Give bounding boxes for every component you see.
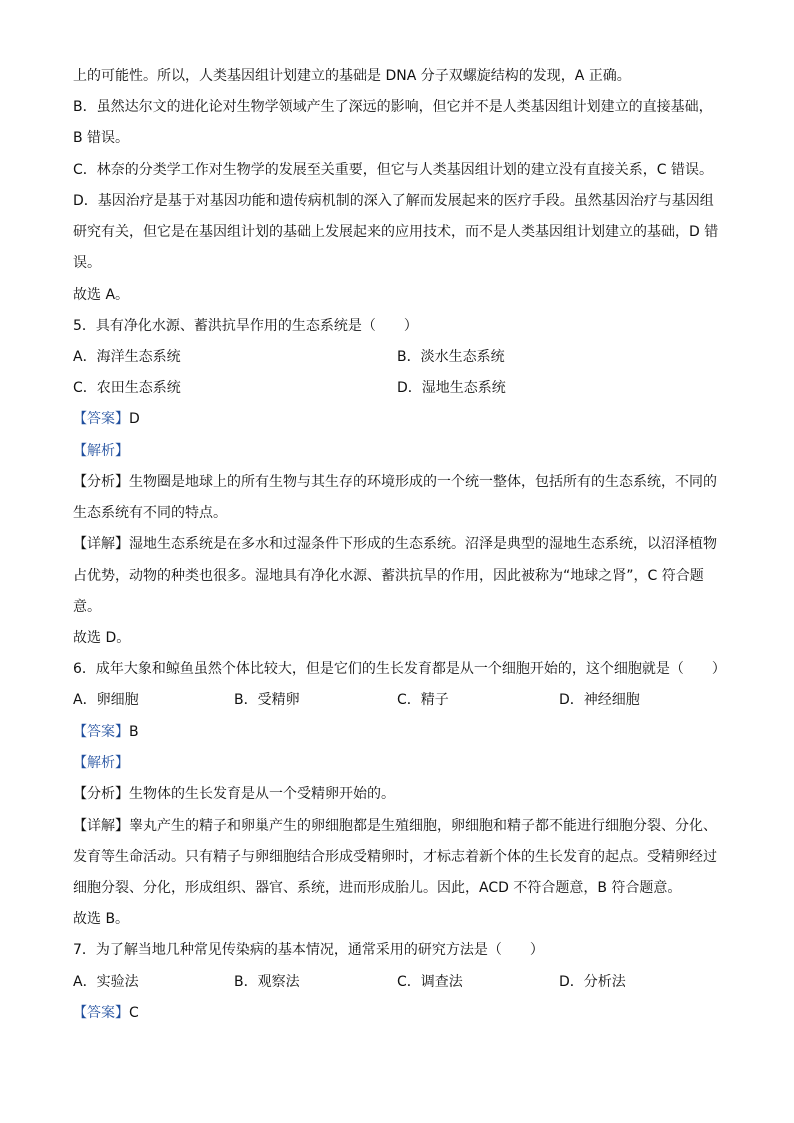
question-6-stem: 6．成年大象和鲸鱼虽然个体比较大，但是它们的生长发育都是从一个细胞开始的，这个细胞就是（ ） <box>73 661 726 677</box>
q5-jiexi-tag: 【解析】 <box>73 443 129 459</box>
q6-option-a: A．卵细胞 <box>73 692 139 708</box>
q7-option-d: D．分析法 <box>559 974 626 990</box>
text-line: B．虽然达尔文的进化论对生物学领域产生了深远的影响，但它并不是人类基因组计划建立的直接基础， <box>73 99 713 115</box>
text-line: D．基因治疗是基于对基因功能和遗传病机制的深入了解而发展起来的医疗手段。虽然基因治疗与基因组 <box>73 193 714 209</box>
q6-jiexi-tag: 【解析】 <box>73 755 129 771</box>
answer-tag: 【答案】 <box>73 411 129 427</box>
text-line: C．林奈的分类学工作对生物学的发展至关重要，但它与人类基因组计划的建立没有直接关系，C 错误。 <box>73 162 713 178</box>
answer-value: D <box>129 411 140 427</box>
q6-detail: 【详解】睾丸产生的精子和卵巢产生的卵细胞都是生殖细胞，卵细胞和精子都不能进行细胞分裂、分化、 <box>73 818 717 834</box>
q7-option-a: A．实验法 <box>73 974 139 990</box>
text-line: B 错误。 <box>73 130 130 146</box>
answer-tag: 【答案】 <box>73 724 129 740</box>
q5-analysis: 生态系统有不同的特点。 <box>73 505 227 521</box>
q5-option-b: B．淡水生态系统 <box>397 349 505 365</box>
q6-conclusion: 故选 B。 <box>73 911 130 927</box>
q5-detail: 意。 <box>73 599 101 615</box>
answer-value: C <box>129 1005 139 1021</box>
answer-tag: 【答案】 <box>73 1005 129 1021</box>
q6-analysis: 【分析】生物体的生长发育是从一个受精卵开始的。 <box>73 786 395 802</box>
question-7-stem: 7．为了解当地几种常见传染病的基本情况，通常采用的研究方法是（ ） <box>73 942 544 958</box>
q5-analysis: 【分析】生物圈是地球上的所有生物与其生存的环境形成的一个统一整体，包括所有的生态系统，不同的 <box>73 474 717 490</box>
q6-option-d: D．神经细胞 <box>559 692 640 708</box>
text-line: 研究有关，但它是在基因组计划的基础上发展起来的应用技术，而不是人类基因组计划建立的基础，D 错 <box>73 224 719 240</box>
q6-detail: 发育等生命活动。只有精子与卵细胞结合形成受精卵时，才标志着新个体的生长发育的起点。受精卵经过 <box>73 849 717 865</box>
q6-option-b: B．受精卵 <box>234 692 300 708</box>
q5-detail: 【详解】湿地生态系统是在多水和过湿条件下形成的生态系统。沼泽是典型的湿地生态系统，以沼泽植物 <box>73 536 717 552</box>
q7-option-b: B．观察法 <box>234 974 300 990</box>
q7-option-c: C．调查法 <box>397 974 463 990</box>
q7-answer <box>73 1003 139 1023</box>
text-line: 上的可能性。所以，人类基因组计划建立的基础是 DNA 分子双螺旋结构的发现，A 正确。 <box>73 68 631 84</box>
q6-answer <box>73 722 139 742</box>
q5-answer <box>73 409 140 429</box>
q5-option-a: A．海洋生态系统 <box>73 349 181 365</box>
question-5-stem: 5．具有净化水源、蓄洪抗旱作用的生态系统是（ ） <box>73 318 418 334</box>
q5-detail: 占优势，动物的种类也很多。湿地具有净化水源、蓄洪抗旱的作用，因此被称为“地球之肾”，C 符合题 <box>73 568 704 584</box>
q5-conclusion: 故选 D。 <box>73 630 131 646</box>
text-line: 误。 <box>73 255 101 271</box>
q5-option-d: D．湿地生态系统 <box>397 380 506 396</box>
answer-value: B <box>129 724 139 740</box>
q6-detail: 细胞分裂、分化，形成组织、器官、系统，进而形成胎儿。因此，ACD 不符合题意，B 符合题意。 <box>73 880 682 896</box>
text-line: 故选 A。 <box>73 287 130 303</box>
q5-option-c: C．农田生态系统 <box>73 380 181 396</box>
q6-option-c: C．精子 <box>397 692 449 708</box>
